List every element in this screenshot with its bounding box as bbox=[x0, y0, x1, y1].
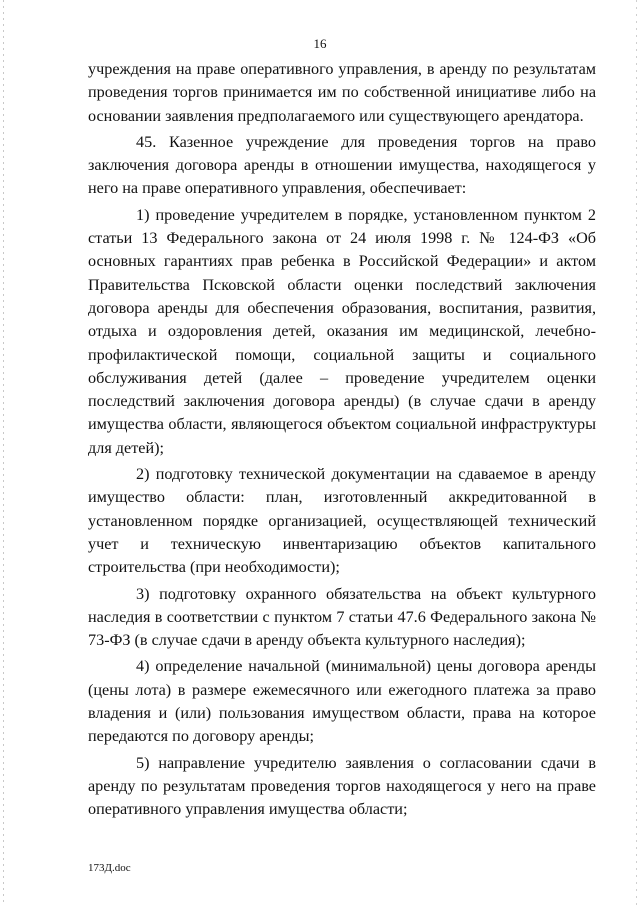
scan-edge-right bbox=[636, 0, 637, 905]
paragraph-item-45: 45. Казенное учреждение для проведения торгов на право заключения договора аренды в отношении имущества, находящегося у него на праве оперативного управления, обеспечивает: bbox=[88, 132, 596, 198]
document-body bbox=[88, 58, 596, 822]
paragraph-continuation: учреждения на праве оперативного управления, в аренду по результатам проведения торгов принимается им по собственной инициативе либо на основании заявления предполагаемого или существующего арендатора. bbox=[88, 60, 596, 125]
scan-edge-left bbox=[3, 0, 4, 905]
paragraph-subitem-4: 4) определение начальной (минимальной) цены договора аренды (цены лота) в размере ежемесячного или ежегодного платежа за право владения и (или) пользования имуществом области, права на которое передаются по договору аренды; bbox=[88, 657, 596, 746]
paragraph-subitem-2: 2) подготовку технической документации на сдаваемое в аренду имущество области: план, изготовленный аккредитованной в установленном порядке организацией, осуществляющей технический учет и техническую инвентаризацию объектов капитального строительства (при необходимости); bbox=[88, 465, 596, 577]
paragraph-subitem-1: 1) проведение учредителем в порядке, установленном пунктом 2 статьи 13 Федерального закона от 24 июля 1998 г. № 124-ФЗ «Об основных гарантиях прав ребенка в Российской Федерации» и актом Правительства Псковской области оценки последствий заключения договора аренды для обеспечения образования, воспитания, развития, отдыха и оздоровления детей, оказания им медицинской, лечебно-профилактической помощи, социальной защиты и социального обслуживания детей (далее – проведение учредителем оценки последствий заключения договора аренды) (в случае сдачи в аренду имущества области, являющегося объектом социальной инфраструктуры для детей); bbox=[88, 205, 596, 457]
paragraph-subitem-3: 3) подготовку охранного обязательства на объект культурного наследия в соответствии с пунктом 7 статьи 47.6 Федерального закона № 73-ФЗ (в случае сдачи в аренду объекта культурного наследия); bbox=[88, 584, 596, 650]
page-number: 16 bbox=[313, 36, 327, 51]
footer-filename: 173Д.doc bbox=[88, 862, 131, 874]
paragraph-subitem-5: 5) направление учредителю заявления о согласовании сдачи в аренду по результатам проведения торгов находящегося у него на праве оперативного управления имущества области; bbox=[88, 753, 596, 819]
